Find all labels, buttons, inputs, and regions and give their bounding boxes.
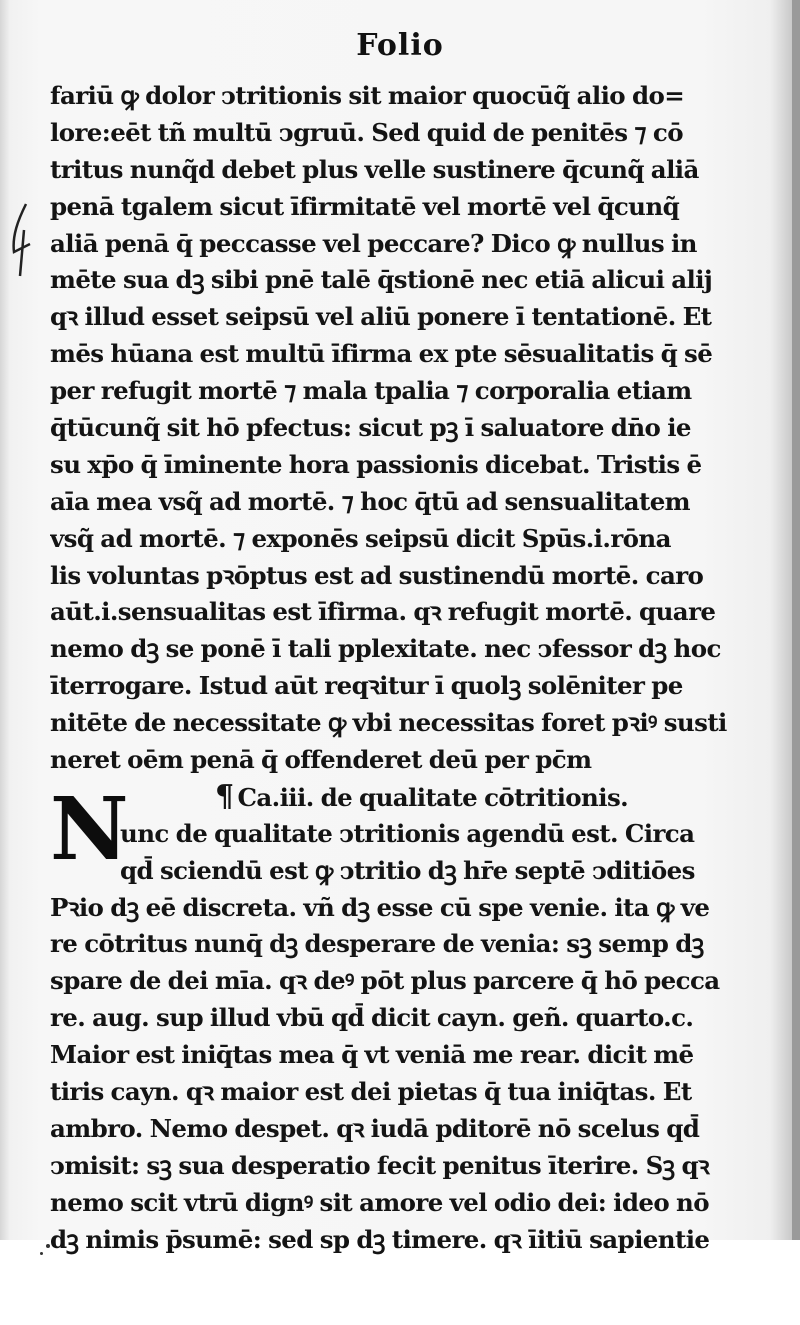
text-line: lore:eēt tñ multū ↄgruū. Sed quid de penitēs ⁊ cō bbox=[50, 117, 683, 147]
text-line: nemo dꝫ se ponē ī tali pplexitate. nec ↄfessor dꝫ hoc bbox=[50, 634, 721, 664]
decorated-initial-letter: N bbox=[50, 779, 129, 880]
marginal-note-mark bbox=[6, 200, 40, 280]
text-line: tritus nunq̃d debet plus velle sustinere q̄cunq̃ aliā bbox=[50, 154, 699, 184]
text-line: re cōtritus nunq̄ dꝫ desperare de venia: sꝫ semp dꝫ bbox=[50, 929, 704, 959]
text-line: per refugit mortē ⁊ mala tpalia ⁊ corporalia etiam bbox=[50, 376, 692, 406]
text-line: qꝛ illud esset seipsū vel aliū ponere ī tentationē. Et bbox=[50, 302, 712, 332]
text-line: vsq̃ ad mortē. ⁊ exponēs seipsū dicit Spūs.i.rōna bbox=[50, 523, 671, 553]
text-line: su xp̄o q̄ īminente hora passionis dicebat. Tristis ē bbox=[50, 449, 702, 479]
text-line: īterrogare. Istud aūt reqꝛitur ī quolꝫ solēniter pe bbox=[50, 671, 683, 701]
text-line: ↄmisit: sꝫ sua desperatio fecit penitus īterire. Sꝫ qꝛ bbox=[50, 1150, 710, 1180]
text-line: aūt.i.sensualitas est īfirma. qꝛ refugit mortē. quare bbox=[50, 597, 716, 627]
text-line: lis voluntas pꝛōptus est ad sustinendū mortē. caro bbox=[50, 560, 704, 590]
text-line: aliā penā q̄ peccasse vel peccare? Dico ꝙ nullus in bbox=[50, 228, 697, 258]
text-line-after-initial: qd̄ sciendū est ꝙ ↄtritio dꝫ hr̄e septē ↄditiōes bbox=[120, 855, 695, 885]
text-line: nitēte de necessitate ꝙ vbi necessitas foret pꝛiꝰ susti bbox=[50, 708, 727, 738]
text-line: Maior est iniq̄tas mea q̄ vt veniā me rear. dicit mē bbox=[50, 1040, 694, 1070]
text-line: re. aug. sup illud vbū qd̄ dicit cayn. geñ. quarto.c. bbox=[50, 1003, 694, 1033]
page-edge-shadow bbox=[792, 0, 800, 1240]
text-line-after-initial: unc de qualitate ↄtritionis agendū est. Circa bbox=[120, 818, 695, 848]
chapter-heading-text: Ca.iii. de qualitate cōtritionis. bbox=[237, 782, 629, 812]
pilcrow-mark: ¶ bbox=[215, 778, 234, 814]
text-block bbox=[50, 78, 765, 1259]
text-line: aīa mea vsq̃ ad mortē. ⁊ hoc q̄tū ad sensualitatem bbox=[50, 486, 691, 516]
text-line: neret oēm penā q̄ offenderet deū per pc̄m bbox=[50, 745, 592, 775]
text-line: nemo scit vtrū dignꝰ sit amore vel odio dei: ideo nō bbox=[50, 1187, 710, 1217]
text-line: tiris cayn. qꝛ maior est dei pietas q̄ tua iniq̄tas. Et bbox=[50, 1077, 692, 1107]
text-line: Pꝛio dꝫ eē discreta. vñ dꝫ esse cū spe venie. ita ꝙ ve bbox=[50, 892, 710, 922]
ink-speck bbox=[46, 1244, 50, 1248]
text-line: fariū ꝙ dolor ↄtritionis sit maior quocūq̃ alio do= bbox=[50, 81, 685, 110]
text-line: dꝫ nimis p̄sumē: sed sp dꝫ timere. qꝛ īitiū sapientie bbox=[50, 1224, 710, 1254]
page-header-folio: Folio bbox=[356, 28, 444, 63]
chapter-heading bbox=[50, 779, 765, 816]
text-line: mēte sua dꝫ sibi pnē talē q̄stionē nec etiā alicui alij bbox=[50, 265, 713, 295]
text-line: spare de dei mīa. qꝛ deꝰ pōt plus parcere q̄ hō pecca bbox=[50, 966, 720, 996]
text-line: ambro. Nemo despet. qꝛ iudā pditorē nō scelus qd̄ bbox=[50, 1113, 700, 1143]
text-line: mēs hūana est multū īfirma ex pte sēsualitatis q̄ sē bbox=[50, 339, 713, 369]
text-line: penā tgalem sicut īfirmitatē vel mortē vel q̄cunq̃ bbox=[50, 191, 680, 221]
ink-speck bbox=[40, 1252, 43, 1255]
text-line: q̄tūcunq̃ sit hō pfectus: sicut pꝫ ī saluatore dn̄o ie bbox=[50, 413, 691, 443]
